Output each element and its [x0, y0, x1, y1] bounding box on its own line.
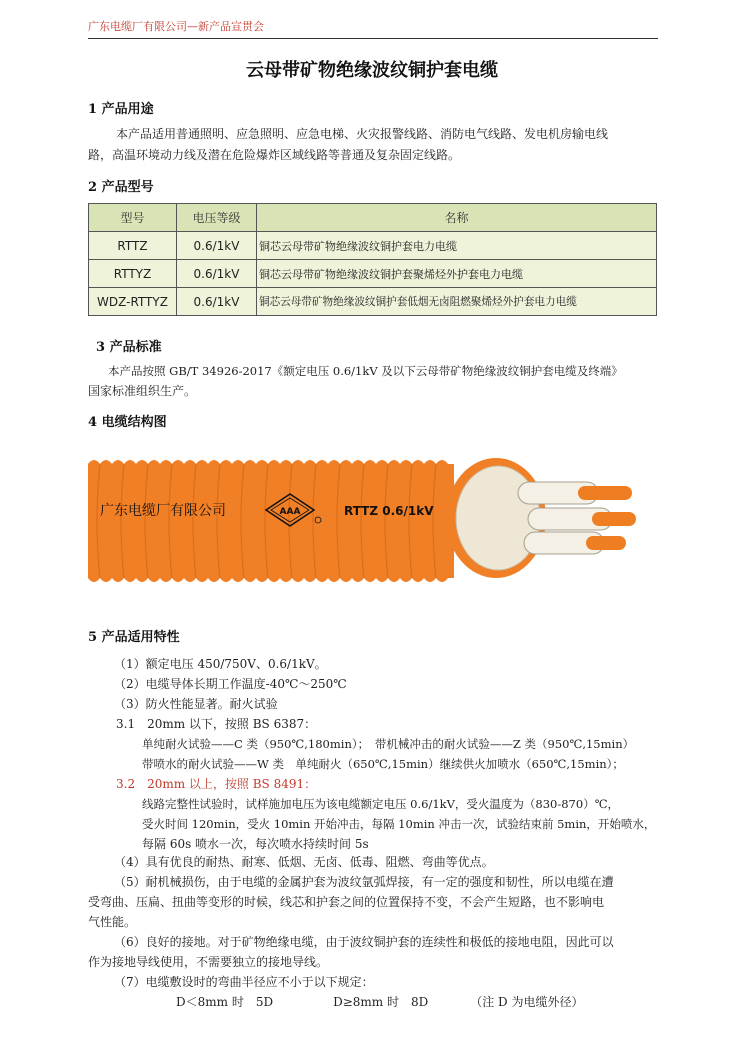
- feature-line: （2）电缆导体长期工作温度-40℃～250℃: [114, 677, 347, 691]
- feature-line: （1）额定电压 450/750V、0.6/1kV。: [114, 657, 327, 671]
- feature-line: （7）电缆敷设时的弯曲半径应不小于以下规定：: [114, 975, 374, 989]
- feature-line: 3.2 20mm 以上，按照 BS 8491：: [116, 777, 317, 791]
- feature-line: 单纯耐火试验——C 类（950℃,180min）； 带机械冲击的耐火试验——Z 类（950℃,15min）: [142, 737, 635, 751]
- section-heading-use: 1 产品用途: [88, 102, 154, 117]
- section-heading-models: 2 产品型号: [88, 180, 154, 195]
- table-header-row: [89, 204, 657, 232]
- aaa-mark-text: AAA: [279, 507, 301, 517]
- name-cell: 铜芯云母带矿物绝缘波纹铜护套电力电缆: [257, 232, 657, 260]
- cable-sheath: [88, 460, 454, 582]
- feature-line: 作为接地导线使用，不需要独立的接地导线。: [88, 955, 329, 969]
- feature-line: D＜8mm 时 5D D≥8mm 时 8D （注 D 为电缆外径）: [176, 995, 584, 1009]
- use-body-line1: 本产品适用普通照明、应急照明、应急电梯、火灾报警线路、消防电气线路、发电机房输电线: [116, 127, 609, 141]
- voltage-cell: 0.6/1kV: [177, 232, 257, 260]
- section-heading-standard: 3 产品标准: [96, 340, 162, 355]
- name-cell: 铜芯云母带矿物绝缘波纹铜护套聚烯烃外护套电力电缆: [257, 260, 657, 288]
- model-table: [88, 203, 657, 316]
- feature-line: （6）良好的接地。对于矿物绝缘电缆，由于波纹铜护套的连续性和极低的接地电阻，因此可以: [114, 935, 614, 949]
- column-header: 名称: [257, 204, 657, 232]
- model-cell: RTTZ: [89, 232, 177, 260]
- column-header: 电压等级: [177, 204, 257, 232]
- section-heading-structure: 4 电缆结构图: [88, 415, 167, 430]
- voltage-cell: 0.6/1kV: [177, 288, 257, 316]
- standard-body-line1: 本产品按照 GB/T 34926-2017《额定电压 0.6/1kV 及以下云母带矿物绝缘波纹铜护套电缆及终端》: [108, 364, 623, 378]
- section-heading-features: 5 产品适用特性: [88, 630, 180, 645]
- use-body-line2: 路，高温环境动力线及潜在危险爆炸区域线路等普通及复杂固定线路。: [88, 148, 461, 162]
- table-row: [89, 232, 657, 260]
- feature-line: 带喷水的耐火试验——W 类 单纯耐火（650℃,15min）继续供火加喷水（650℃,15min）；: [142, 757, 624, 771]
- header-text: 广东电缆厂有限公司—新产品宣贯会: [88, 20, 264, 33]
- feature-line: 气性能。: [88, 915, 137, 929]
- feature-line: 受火时间 120min，受火 10min 开始冲击，每隔 10min 冲击一次，试验结束前 5min，开始喷水，: [142, 817, 656, 831]
- model-cell: RTTYZ: [89, 260, 177, 288]
- feature-line: 受弯曲、压扁、扭曲等变形的时候，线芯和护套之间的位置保持不变，不会产生短路，也不影响电: [88, 895, 605, 909]
- name-cell: 铜芯云母带矿物绝缘波纹铜护套低烟无卤阻燃聚烯烃外护套电力电缆: [257, 288, 657, 316]
- voltage-cell: 0.6/1kV: [177, 260, 257, 288]
- table-row: [89, 288, 657, 316]
- document-title: 云母带矿物绝缘波纹铜护套电缆: [246, 60, 498, 81]
- feature-line: （4）具有优良的耐热、耐寒、低烟、无卤、低毒、阻燃、弯曲等优点。: [114, 855, 494, 869]
- feature-line: （3）防火性能显著。耐火试验: [114, 697, 278, 711]
- feature-line: 每隔 60s 喷水一次，每次喷水持续时间 5s: [142, 837, 369, 851]
- cable-model-print: RTTZ 0.6/1kV: [344, 504, 434, 518]
- column-header: 型号: [89, 204, 177, 232]
- table-row: [89, 260, 657, 288]
- standard-body-line2: 国家标准组织生产。: [88, 384, 197, 398]
- model-cell: WDZ-RTTYZ: [89, 288, 177, 316]
- cable-company-print: 广东电缆厂有限公司: [100, 503, 226, 519]
- feature-line: 3.1 20mm 以下，按照 BS 6387：: [116, 717, 317, 731]
- feature-line: （5）耐机械损伤，由于电缆的金属护套为波纹氩弧焊接，有一定的强度和韧性，所以电缆在遭: [114, 875, 614, 889]
- feature-line: 线路完整性试验时，试样施加电压为该电缆额定电压 0.6/1kV，受火温度为（830-870）℃，: [142, 797, 620, 811]
- page-header: [88, 18, 658, 39]
- cable-structure-diagram: [88, 452, 648, 584]
